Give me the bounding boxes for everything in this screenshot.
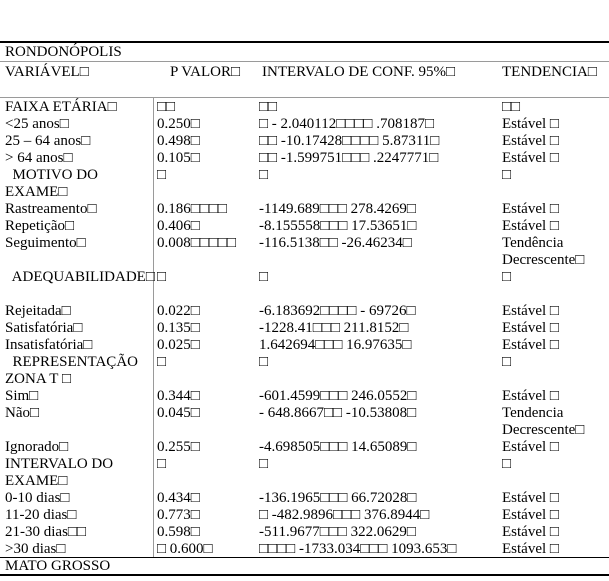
table-cell: -136.1965□□□ 66.72028□: [259, 490, 417, 506]
top-rule: [0, 41, 609, 43]
table-cell: 1.642694□□□ 16.97635□: [259, 337, 412, 353]
table-cell: Repetição□: [5, 218, 75, 234]
column-header-tendencia: TENDENCIA□: [502, 64, 597, 80]
table-cell: 21-30 dias□□: [5, 524, 87, 540]
table-cell: □: [259, 167, 269, 183]
table-cell: 0.022□: [157, 303, 200, 319]
table-cell: MOTIVO DO: [5, 167, 98, 183]
table-row: [0, 167, 609, 184]
column-header-variavel: VARIÁVEL□: [5, 64, 89, 80]
table-cell: 11-20 dias□: [5, 507, 77, 523]
table-cell: 0.773□: [157, 507, 200, 523]
column-header-p-valor: P VALOR□: [170, 64, 241, 80]
table-cell: □ 0.600□: [157, 541, 213, 557]
table-cell: 0.255□: [157, 439, 200, 455]
table-cell: 25 – 64 anos□: [5, 133, 91, 149]
table-cell: □: [157, 456, 167, 472]
table-cell: 0.135□: [157, 320, 200, 336]
table-cell: Estável □: [502, 150, 559, 166]
table-cell: 0.008□□□□□: [157, 235, 237, 251]
table-body: [0, 99, 609, 558]
table-cell: 0.025□: [157, 337, 200, 353]
table-cell: □□: [502, 99, 521, 115]
table-cell: Estável □: [502, 388, 559, 404]
table-cell: Tendência: [502, 235, 564, 251]
table-cell: -6.183692□□□□ - 69726□: [259, 303, 416, 319]
table-cell: - 648.8667□□ -10.53808□: [259, 405, 417, 421]
table-header-row: [0, 64, 609, 81]
table-row: [0, 507, 609, 524]
table-cell: □□ -10.17428□□□□ 5.87311□: [259, 133, 440, 149]
table-cell: Estável □: [502, 507, 559, 523]
table-row: [0, 337, 609, 354]
table-cell: Insatisfatória□: [5, 337, 93, 353]
table-cell: ZONA T □: [5, 371, 72, 387]
table-row: [0, 388, 609, 405]
table-cell: Sim□: [5, 388, 39, 404]
table-row: [0, 439, 609, 456]
table-row: [0, 303, 609, 320]
table-row: [0, 133, 609, 150]
table-cell: -1228.41□□□ 211.8152□: [259, 320, 409, 336]
table-cell: > 64 anos□: [5, 150, 73, 166]
table-cell: >30 dias□: [5, 541, 66, 557]
table-row: [0, 252, 609, 269]
table-cell: □□ -1.599751□□□ .2247771□: [259, 150, 439, 166]
table-cell: □: [259, 269, 269, 285]
table-cell: □: [502, 269, 512, 285]
table-cell: Decrescente□: [502, 252, 585, 268]
table-cell: Estável □: [502, 133, 559, 149]
table-cell: 0.434□: [157, 490, 200, 506]
table-cell: □: [502, 354, 512, 370]
table-row: [0, 422, 609, 439]
table-row: [0, 490, 609, 507]
next-region-title: MATO GROSSO: [5, 558, 111, 574]
table-cell: -1149.689□□□ 278.4269□: [259, 201, 416, 217]
table-cell: -4.698505□□□ 14.65089□: [259, 439, 417, 455]
title-underline-rule: [0, 61, 609, 62]
table-row: [0, 541, 609, 558]
table-row: [0, 405, 609, 422]
table-row: [0, 116, 609, 133]
table-cell: Ignorado□: [5, 439, 69, 455]
table-cell: EXAME□: [5, 473, 68, 489]
table-cell: Estável □: [502, 201, 559, 217]
table-cell: Estável □: [502, 303, 559, 319]
table-cell: 0.045□: [157, 405, 200, 421]
table-cell: 0.406□: [157, 218, 200, 234]
table-cell: FAIXA ETÁRIA□: [5, 99, 117, 115]
table-cell: □: [502, 167, 512, 183]
table-cell: REPRESENTAÇÃO: [5, 354, 138, 370]
table-cell: Seguimento□: [5, 235, 86, 251]
table-cell: □□□□ -1733.034□□□ 1093.653□: [259, 541, 457, 557]
table-row: [0, 354, 609, 371]
table-row: [0, 371, 609, 388]
table-row: [0, 286, 609, 303]
table-cell: 0.186□□□□: [157, 201, 227, 217]
table-row: [0, 320, 609, 337]
table-row: [0, 218, 609, 235]
table-cell: -511.9677□□□ 322.0629□: [259, 524, 416, 540]
table-cell: ADEQUABILIDADE□: [5, 269, 155, 285]
table-row: [0, 524, 609, 541]
table-cell: Estável □: [502, 337, 559, 353]
table-cell: Satisfatória□: [5, 320, 83, 336]
table-row: [0, 473, 609, 490]
table-row: [0, 456, 609, 473]
table-cell: Estável □: [502, 116, 559, 132]
table-cell: Tendencia: [502, 405, 564, 421]
region-title: RONDONÓPOLIS: [5, 44, 122, 60]
table-cell: Rejeitada□: [5, 303, 71, 319]
table-cell: □ -482.9896□□□ 376.8944□: [259, 507, 430, 523]
table-cell: □□: [259, 99, 278, 115]
table-cell: 0.250□: [157, 116, 200, 132]
table-cell: □: [157, 167, 167, 183]
table-row: [0, 99, 609, 116]
table-cell: 0.598□: [157, 524, 200, 540]
column-header-intervalo-conf: INTERVALO DE CONF. 95%□: [262, 64, 456, 80]
table-cell: INTERVALO DO: [5, 456, 114, 472]
table-row: [0, 269, 609, 286]
table-cell: Decrescente□: [502, 422, 585, 438]
header-underline-rule: [0, 97, 609, 98]
table-cell: □: [502, 456, 512, 472]
table-cell: <25 anos□: [5, 116, 69, 132]
table-cell: □: [259, 354, 269, 370]
table-cell: Estável □: [502, 439, 559, 455]
table-cell: Estável □: [502, 218, 559, 234]
table-cell: Estável □: [502, 524, 559, 540]
table-cell: Não□: [5, 405, 40, 421]
table-cell: □: [157, 354, 167, 370]
table-cell: EXAME□: [5, 184, 68, 200]
table-cell: -116.5138□□ -26.46234□: [259, 235, 412, 251]
table-cell: □: [157, 269, 167, 285]
table-row: [0, 235, 609, 252]
table-cell: -8.155558□□□ 17.53651□: [259, 218, 417, 234]
table-row: [0, 150, 609, 167]
table-cell: Estável □: [502, 490, 559, 506]
table-cell: 0-10 dias□: [5, 490, 70, 506]
table-cell: Rastreamento□: [5, 201, 97, 217]
table-cell: Estável □: [502, 541, 559, 557]
table-cell: 0.344□: [157, 388, 200, 404]
table-cell: Estável □: [502, 320, 559, 336]
table-row: [0, 201, 609, 218]
table-row: [0, 184, 609, 201]
table-cell: 0.498□: [157, 133, 200, 149]
table-cell: 0.105□: [157, 150, 200, 166]
table-cell: □□: [157, 99, 176, 115]
table-cell: □: [259, 456, 269, 472]
table-cell: -601.4599□□□ 246.0552□: [259, 388, 417, 404]
table-cell: □ - 2.040112□□□□ .708187□: [259, 116, 435, 132]
